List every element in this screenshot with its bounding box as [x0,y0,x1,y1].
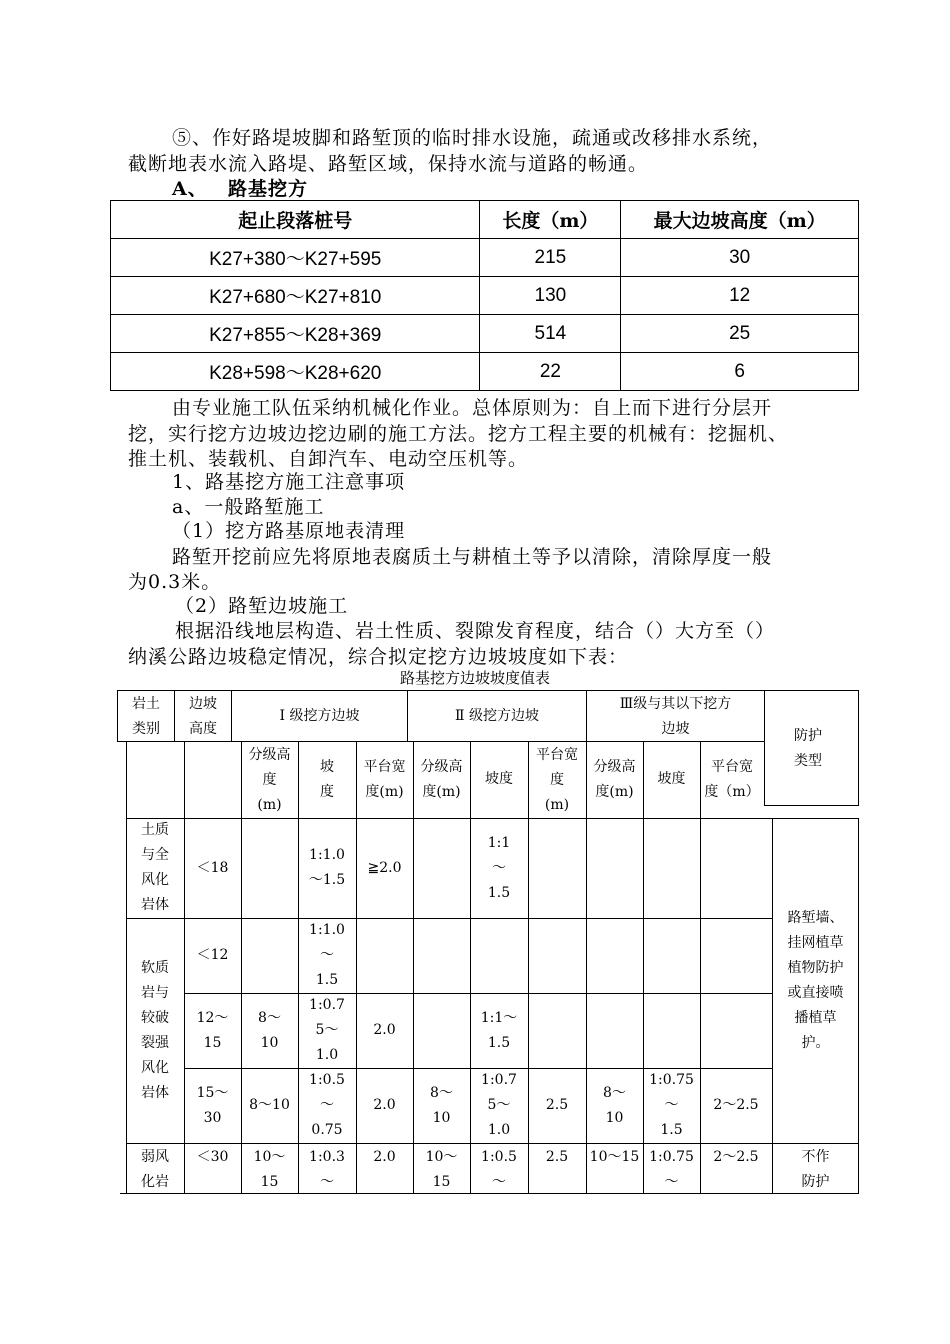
r5-protection: 不作 防护 [801,1149,830,1190]
item-1: 1、路基挖方施工注意事项 [172,471,406,493]
r4-grade2-height: 8～ 10 [430,1085,453,1126]
para2-line1: 由专业施工队伍采纳机械化作业。总体原则为：自上而下进行分层开 [172,397,773,419]
r1-slope1: 1:1.0 ～1.5 [308,847,346,888]
r3-grade1-height: 8～ 10 [258,1010,281,1051]
item-a: a、一般路堑施工 [172,496,325,518]
cell: 22 [480,353,621,391]
stake-table [110,200,859,391]
cell: 215 [480,239,621,277]
table-row [111,277,859,315]
r5-slope3: 1:0.75 ～ [649,1149,694,1190]
cell: 130 [480,277,621,315]
header-protection: 防护 类型 [794,728,822,769]
cell: K27+380～K27+595 [111,239,480,277]
r5-grade2-height: 10～ 15 [425,1149,458,1190]
para4-line2: 纳溪公路边坡稳定情况，综合拟定挖方边坡坡度如下表： [128,646,629,668]
r5-grade3-height: 10～15 [589,1149,640,1165]
table-header-row [111,201,859,239]
para2-line2: 挖，实行挖方边坡边挖边刷的施工方法。挖方工程主要的机械有：挖掘机、 [128,423,789,445]
para4-line1: 根据沿线地层构造、岩土性质、裂隙发育程度，结合（）大方至（） [175,620,776,642]
r4-grade3-height: 8～ 10 [603,1085,626,1126]
r4-width3: 2～2.5 [713,1097,759,1113]
r4-width1: 2.0 [373,1097,396,1113]
para1-line2: 截断地表水流入路堤、路堑区域，保持水流与道路的畅通。 [128,153,649,175]
r2-type: 软质 岩与 较破 裂强 风化 岩体 [141,960,169,1101]
subheader-g2-slope: 坡度 [485,771,513,787]
table-row [111,239,859,277]
col-stake-header: 起止段落桩号 [111,201,480,239]
r1-slope2: 1:1 ～ 1.5 [487,835,511,901]
r5-slope1: 1:0.3 ～ [309,1149,345,1190]
subheader-g1-slope: 坡 度 [320,759,334,800]
cell: K28+598～K28+620 [111,353,480,391]
subheader-g2-width: 平台宽 度 (m) [536,747,578,813]
subheader-g1-height: 分级高 度 (m) [248,747,291,813]
col-length-header: 长度（m） [480,201,621,239]
r3-width1: 2.0 [373,1022,396,1038]
r4-grade1-height: 8～10 [249,1097,290,1113]
header-grade-3: Ⅲ级与其以下挖方 边坡 [619,696,732,737]
para3-line1: 路堑开挖前应先将原地表腐质土与耕植土等予以清除，清除厚度一般 [172,546,773,568]
header-grade-1: Ⅰ 级挖方边坡 [279,708,360,724]
r3-slope2: 1:1～ 1.5 [480,1010,518,1051]
subheader-g2-height: 分级高 度(m) [420,759,463,800]
header-rock-type: 岩土 类别 [132,696,160,737]
r4-slope3: 1:0.75 ～ 1.5 [649,1072,694,1138]
r2-height: ＜12 [196,947,229,963]
r5-width3: 2～2.5 [713,1149,759,1165]
r1-width1: ≧2.0 [367,860,402,876]
r3-height: 12～ 15 [196,1010,229,1051]
r5-grade1-height: 10～ 15 [253,1149,286,1190]
para2-line3: 推土机、装载机、自卸汽车、电动空压机等。 [128,448,529,470]
protection-main: 路堑墙、 挂网植草 植物防护 或直接喷 播植草 护。 [787,910,844,1051]
r4-slope2: 1:0.7 5～ 1.0 [481,1072,517,1138]
cell: 25 [621,315,859,353]
r3-slope1: 1:0.7 5～ 1.0 [309,997,345,1063]
r5-width2: 2.5 [545,1149,569,1165]
header-slope-height: 边坡 高度 [189,696,217,737]
r1-height: ＜18 [196,860,229,876]
r5-type: 弱风 化岩 [141,1149,169,1190]
section-a-number: A、 [172,178,208,200]
cell: 30 [621,239,859,277]
r4-width2: 2.5 [545,1097,569,1113]
subheader-g3-slope: 坡度 [657,771,686,787]
cell: 6 [621,353,859,391]
table-row [111,315,859,353]
cell: K27+855～K28+369 [111,315,480,353]
subheader-g3-width: 平台宽 度（m） [704,759,760,800]
r5-height: ＜30 [196,1149,229,1165]
para3-line2: 为0.3米。 [128,571,222,593]
cell: 12 [621,277,859,315]
r1-type: 土质 与全 风化 岩体 [141,822,169,913]
r4-height: 15～ 30 [196,1085,229,1126]
table-row [111,353,859,391]
subheader-g3-height: 分级高 度(m) [593,759,636,800]
table2-caption: 路基挖方边坡坡度值表 [399,669,550,687]
cell: 514 [480,315,621,353]
sub-item-1: （1）挖方路基原地表清理 [172,520,406,542]
r5-width1: 2.0 [373,1149,396,1165]
sub-item-2: （2）路堑边坡施工 [175,595,349,617]
r2-slope1: 1:1.0 ～ 1.5 [309,922,345,988]
r5-slope2: 1:0.5 ～ [481,1149,517,1190]
para1-line1: ⑤、作好路堤坡脚和路堑顶的临时排水设施，疏通或改移排水系统， [172,127,773,149]
col-maxheight-header: 最大边坡高度（m） [621,201,859,239]
r4-slope1: 1:0.5 ～ 0.75 [309,1072,345,1138]
section-a-title: 路基挖方 [228,178,309,200]
subheader-g1-width: 平台宽 度(m) [363,759,406,800]
header-grade-2: Ⅱ 级挖方边坡 [455,708,539,724]
cell: K27+680～K27+810 [111,277,480,315]
